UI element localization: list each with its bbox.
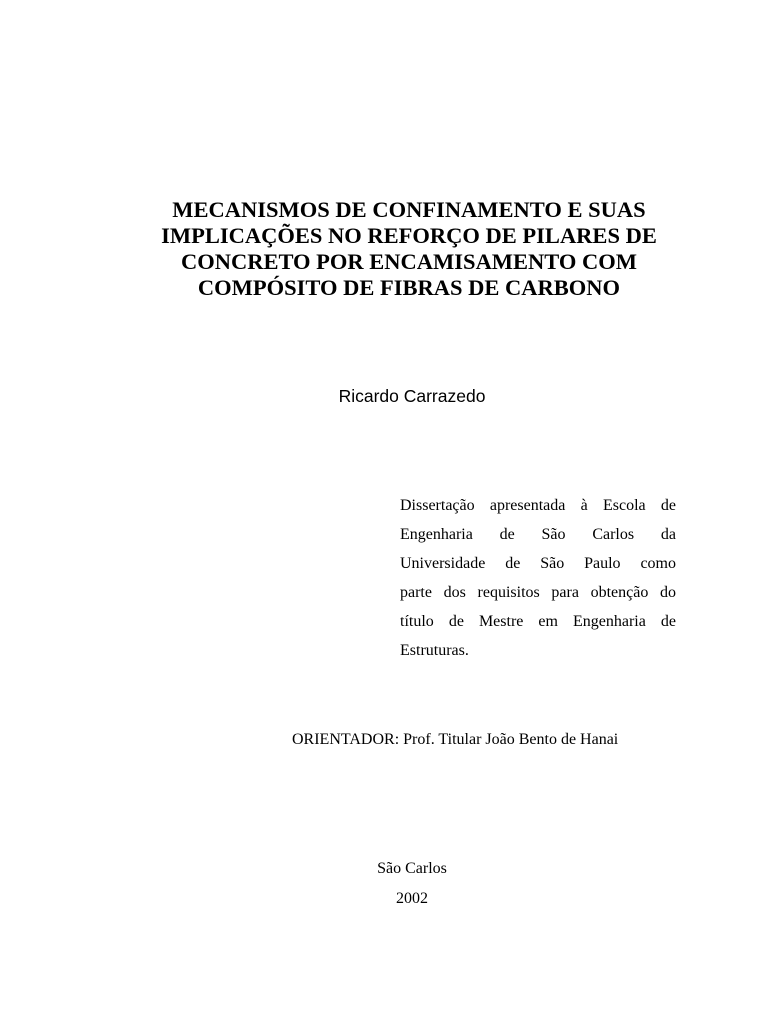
word: Dissertação (400, 497, 475, 514)
word: como (640, 555, 676, 572)
statement-line (400, 578, 676, 607)
word: Carlos (592, 526, 635, 543)
place-name: São Carlos (377, 860, 447, 877)
advisor-line: ORIENTADOR: Prof. Titular João Bento de Hanai (292, 731, 619, 748)
word: dos (443, 584, 466, 601)
word: Mestre (478, 613, 524, 630)
title-line: CONCRETO POR ENCAMISAMENTO COM (180, 249, 638, 274)
word: Engenharia (573, 613, 646, 630)
title-line: MECANISMOS DE CONFINAMENTO E SUAS (172, 197, 646, 222)
word: Paulo (584, 555, 621, 572)
word: Engenharia (400, 526, 473, 543)
dissertation-statement (400, 491, 676, 665)
word: à (580, 497, 588, 514)
statement-line (400, 549, 676, 578)
title-line: COMPÓSITO DE FIBRAS DE CARBONO (197, 275, 621, 300)
word: para (551, 584, 579, 601)
word: São (541, 526, 566, 543)
word: São (540, 555, 565, 572)
title-line: IMPLICAÇÕES NO REFORÇO DE PILARES DE (161, 223, 657, 248)
word: Universidade (400, 555, 486, 572)
word: em (538, 613, 558, 630)
word: do (660, 584, 676, 601)
word: da (660, 526, 676, 543)
publication-year: 2002 (396, 890, 428, 907)
word: parte (400, 584, 432, 601)
statement-line (400, 607, 676, 636)
word: de (448, 613, 464, 630)
document-title (0, 197, 768, 301)
statement-line (400, 520, 676, 549)
word: requisitos (477, 584, 540, 601)
word: apresentada (489, 497, 566, 514)
word: Escola (602, 497, 646, 514)
statement-line (400, 491, 676, 520)
word: de (660, 497, 676, 514)
statement-line (400, 636, 676, 665)
word: de (660, 613, 676, 630)
word: obtenção (590, 584, 649, 601)
word: título (400, 613, 434, 630)
word: Estruturas. (400, 642, 469, 659)
author-name: Ricardo Carrazedo (338, 386, 486, 406)
word: de (505, 555, 521, 572)
word: de (499, 526, 515, 543)
